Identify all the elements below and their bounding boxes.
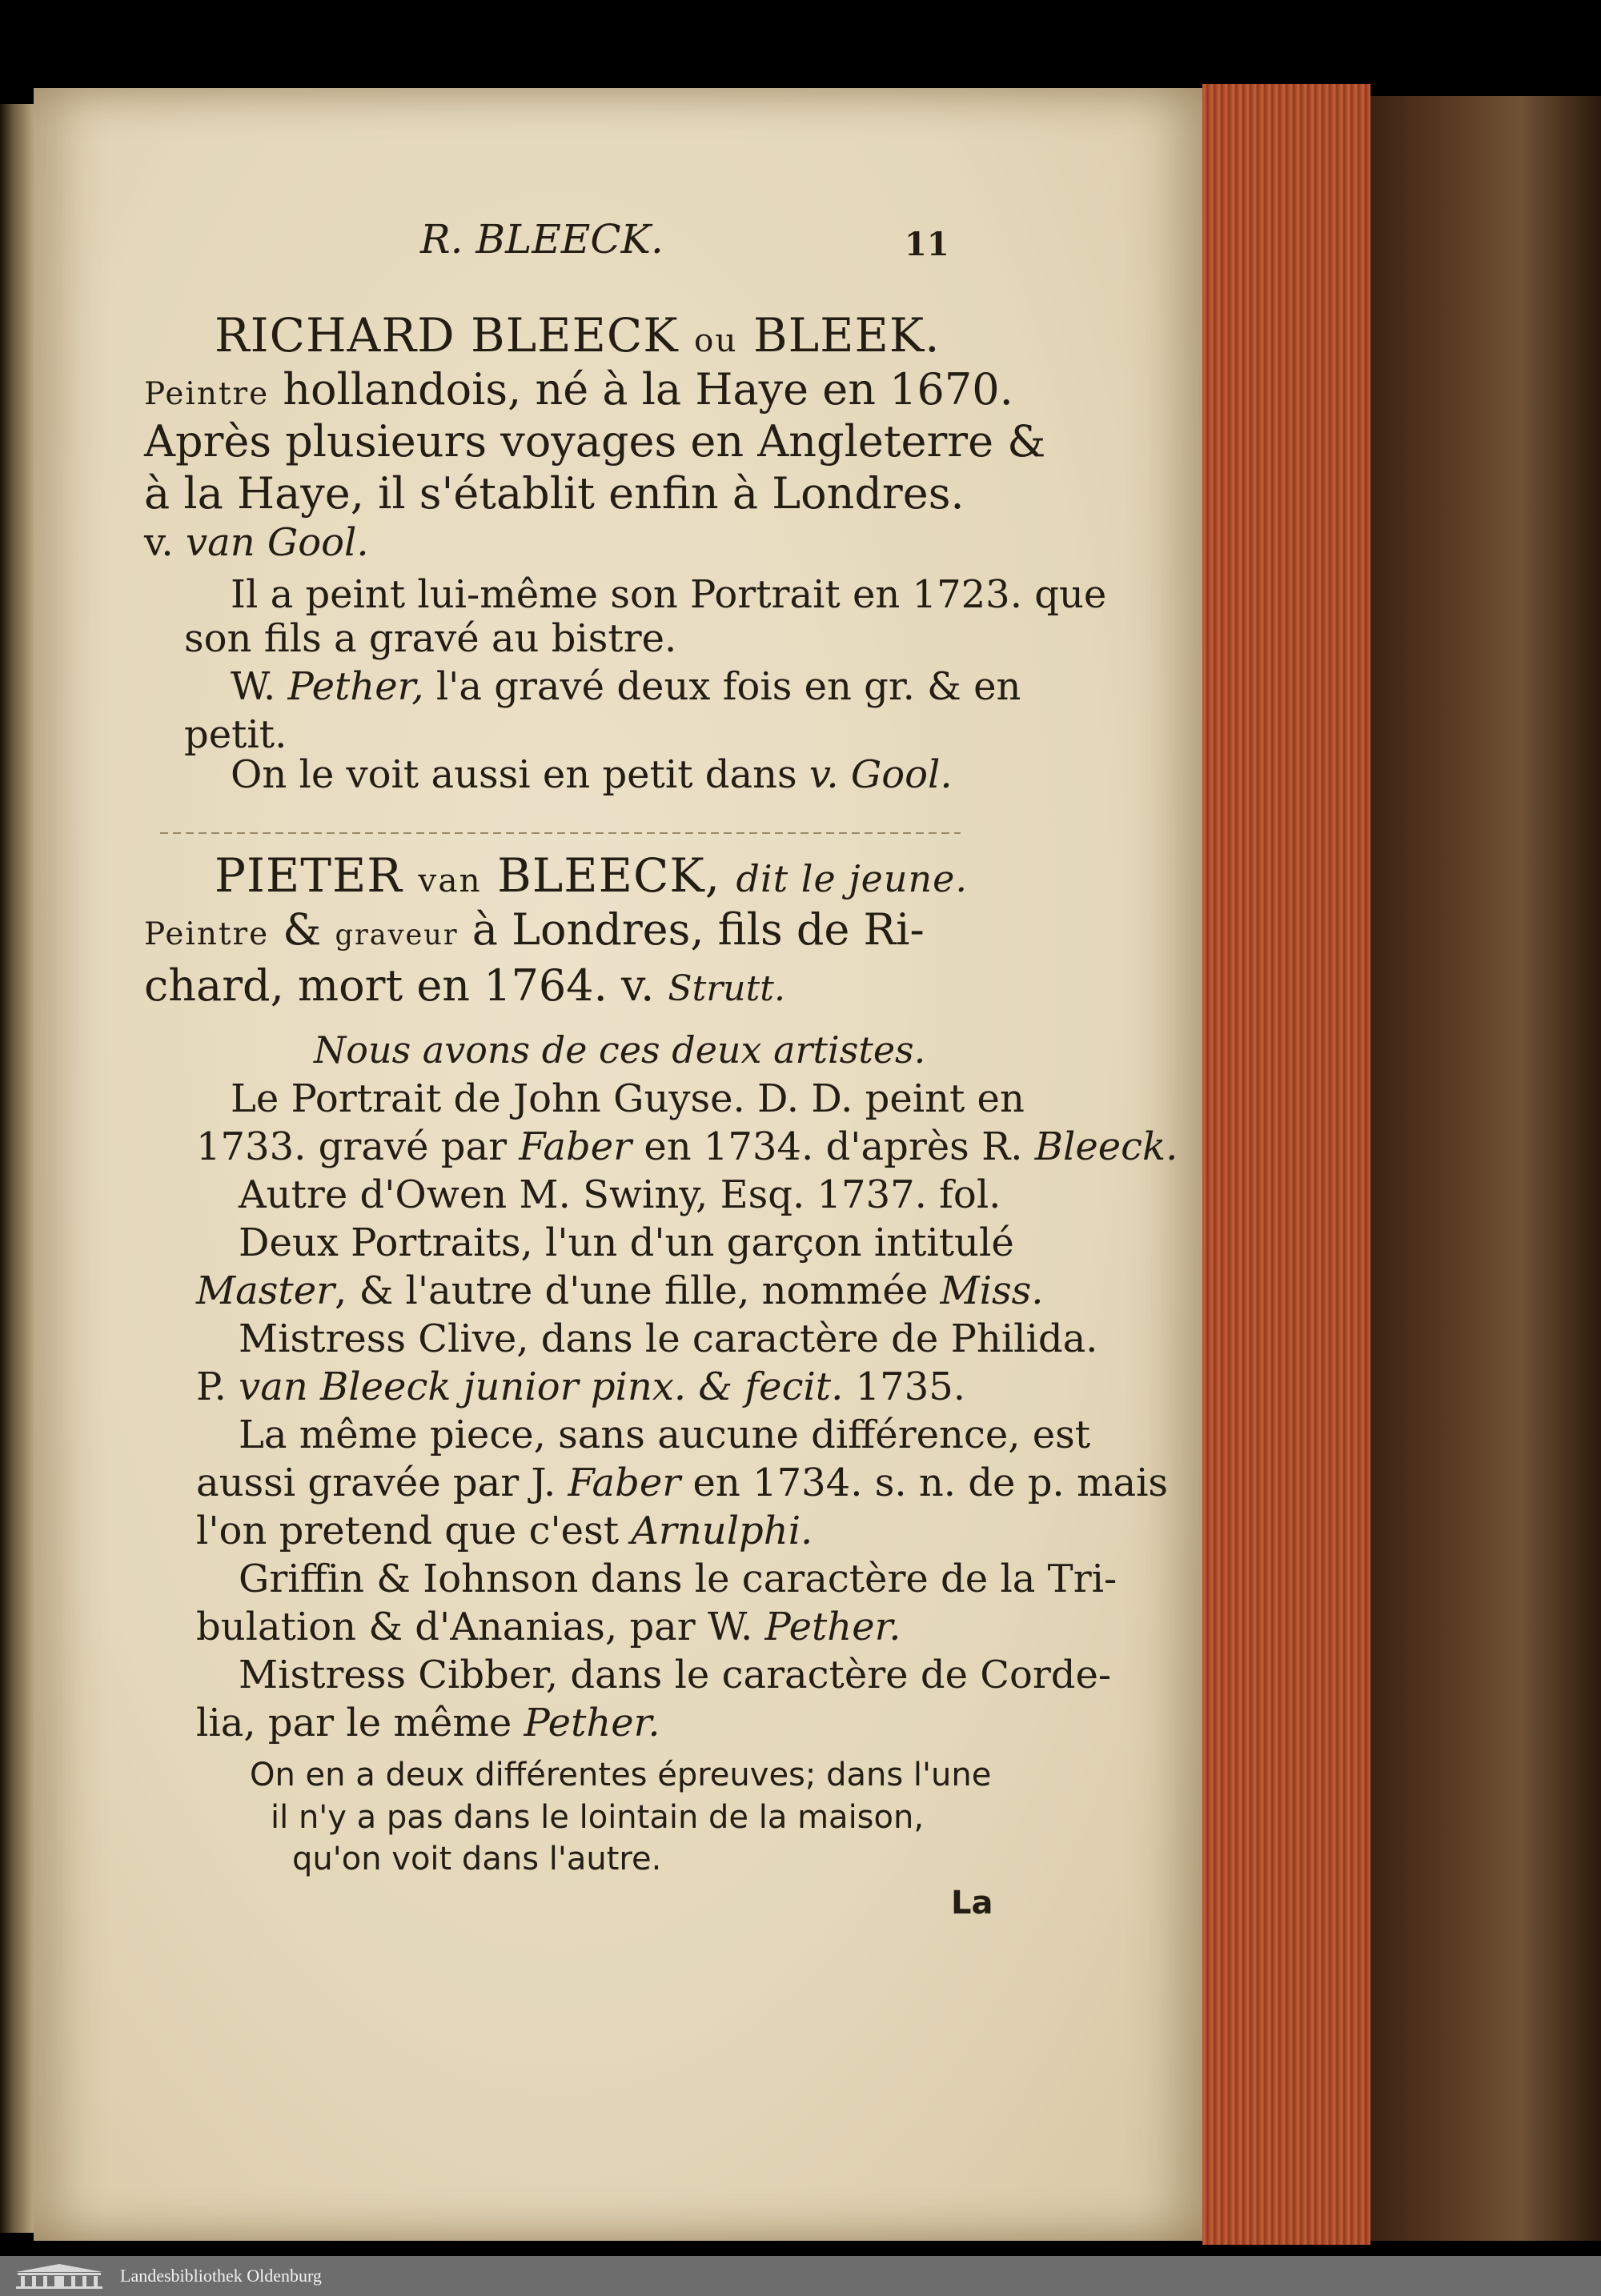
entry2-item-14: lia, par le même Pether. (196, 1701, 660, 1745)
entry2-item-12: bulation & d'Ananias, par W. Pether. (196, 1605, 901, 1649)
entry2-line-1: Peintre & graveur à Londres, fils de Ri- (144, 904, 925, 955)
note-line-3: qu'on voit dans l'autre. (292, 1841, 662, 1877)
entry-title-pieter: PIETER van BLEECK, dit le jeune. (215, 848, 968, 903)
entry1-para-1a: Il a peint lui-même son Portrait en 1723. que (231, 572, 1107, 617)
entry2-subheading: Nous avons de ces deux artistes. (314, 1028, 926, 1072)
left-page-edge (0, 104, 34, 2233)
page-number: 11 (905, 226, 949, 263)
entry1-para-2a: W. Pether, l'a gravé deux fois en gr. & en (231, 664, 1021, 709)
entry1-line-4: v. van Gool. (144, 520, 369, 565)
section-divider (160, 832, 961, 834)
entry2-item-2: 1733. gravé par Faber en 1734. d'après R. Bleeck. (196, 1124, 1178, 1169)
entry2-item-1: Le Portrait de John Guyse. D. D. peint en (231, 1076, 1025, 1121)
entry2-item-10: l'on pretend que c'est Arnulphi. (196, 1509, 813, 1553)
entry2-line-2: chard, mort en 1764. v. Strutt. (144, 960, 785, 1011)
library-footer-bar (0, 2256, 1601, 2296)
entry2-item-8: La même piece, sans aucune différence, est (239, 1412, 1091, 1457)
note-line-2: il n'y a pas dans le lointain de la maison, (271, 1799, 925, 1836)
library-building-icon (11, 2262, 107, 2290)
entry2-item-13: Mistress Cibber, dans le caractère de Corde- (239, 1653, 1112, 1697)
library-name: Landesbibliothek Oldenburg (120, 2266, 322, 2286)
entry2-item-11: Griffin & Iohnson dans le caractère de la Tri- (239, 1557, 1117, 1601)
book-spine (1370, 96, 1601, 2241)
entry2-item-6: Mistress Clive, dans le caractère de Philida. (239, 1316, 1098, 1361)
entry2-item-5: Master, & l'autre d'une fille, nommée Miss. (196, 1268, 1044, 1313)
entry-title-richard: RICHARD BLEECK ou BLEEK. (215, 308, 941, 363)
entry1-line-3: à la Haye, il s'établit enfin à Londres. (144, 468, 965, 519)
entry1-line-2: Après plusieurs voyages en Angleterre & (144, 416, 1046, 467)
entry2-item-9: aussi gravée par J. Faber en 1734. s. n. de p. mais (196, 1461, 1169, 1505)
entry1-para-1b: son fils a gravé au bistre. (184, 616, 677, 661)
catchword: La (951, 1885, 993, 1921)
running-header: R. BLEECK. (420, 216, 664, 262)
entry2-item-4: Deux Portraits, l'un d'un garçon intitulé (239, 1220, 1014, 1265)
note-line-1: On en a deux différentes épreuves; dans l'une (250, 1757, 992, 1793)
entry1-para-2b: petit. (184, 712, 287, 757)
entry1-line-1: Peintre hollandois, né à la Haye en 1670. (144, 364, 1013, 415)
entry2-item-3: Autre d'Owen M. Swiny, Esq. 1737. fol. (239, 1172, 1001, 1217)
entry2-item-7: P. van Bleeck junior pinx. & fecit. 1735. (196, 1364, 966, 1409)
page-edges-red (1202, 84, 1370, 2245)
entry1-para-3: On le voit aussi en petit dans v. Gool. (231, 752, 953, 797)
